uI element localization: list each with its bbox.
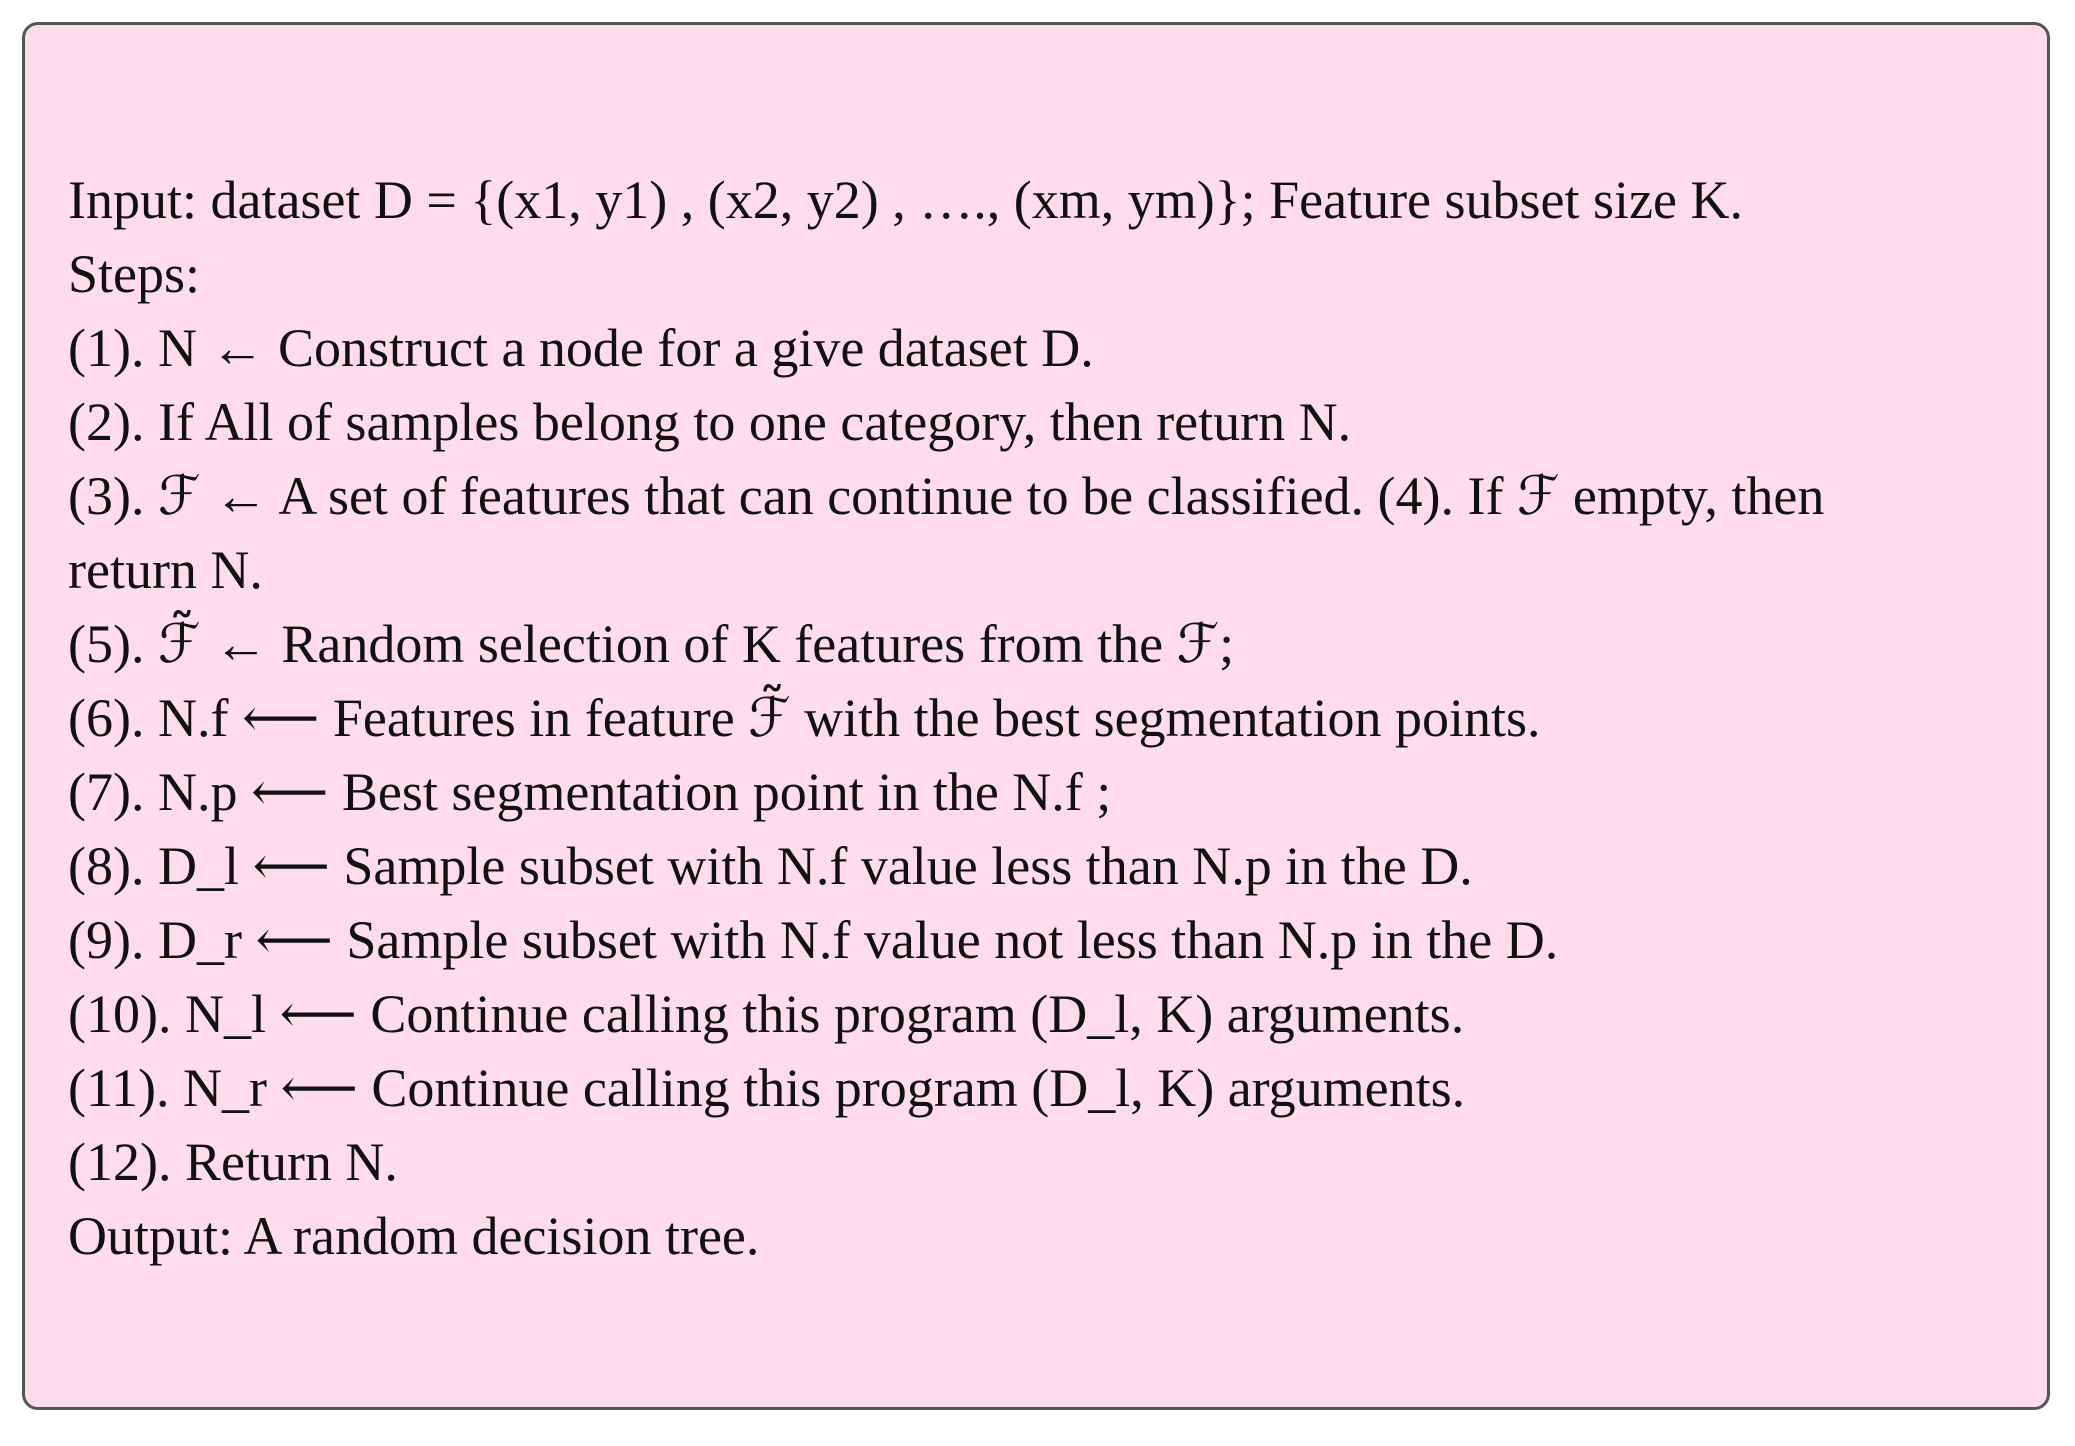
step-9: (9). D_r ⟵ Sample subset with N.f value not less than N.p in the D. — [68, 910, 1559, 970]
step-4-continued: return N. — [68, 540, 263, 600]
input-line: Input: dataset D = {(x1, y1) , (x2, y2) , …., (xm, ym)}; Feature subset size K. — [68, 170, 1743, 230]
step-11: (11). N_r ⟵ Continue calling this program (D_l, K) arguments. — [68, 1058, 1466, 1118]
step-2: (2). If All of samples belong to one category, then return N. — [68, 392, 1352, 452]
step-7: (7). N.p ⟵ Best segmentation point in the N.f ; — [68, 762, 1112, 822]
step-1: (1). N ← Construct a node for a give dataset D. — [68, 318, 1094, 378]
step-10: (10). N_l ⟵ Continue calling this program (D_l, K) arguments. — [68, 984, 1465, 1044]
step-12: (12). Return N. — [68, 1132, 398, 1192]
step-6: (6). N.f ⟵ Features in feature ℱ̃ with the best segmentation points. — [68, 688, 1541, 748]
output-line: Output: A random decision tree. — [68, 1206, 760, 1266]
steps-heading: Steps: — [68, 244, 201, 304]
algorithm-steps — [68, 163, 2043, 1273]
step-3-4: (3). ℱ ← A set of features that can continue to be classified. (4). If ℱ empty, then — [68, 466, 1825, 526]
step-8: (8). D_l ⟵ Sample subset with N.f value less than N.p in the D. — [68, 836, 1473, 896]
step-5: (5). ℱ̃ ← Random selection of K features from the ℱ; — [68, 614, 1235, 674]
